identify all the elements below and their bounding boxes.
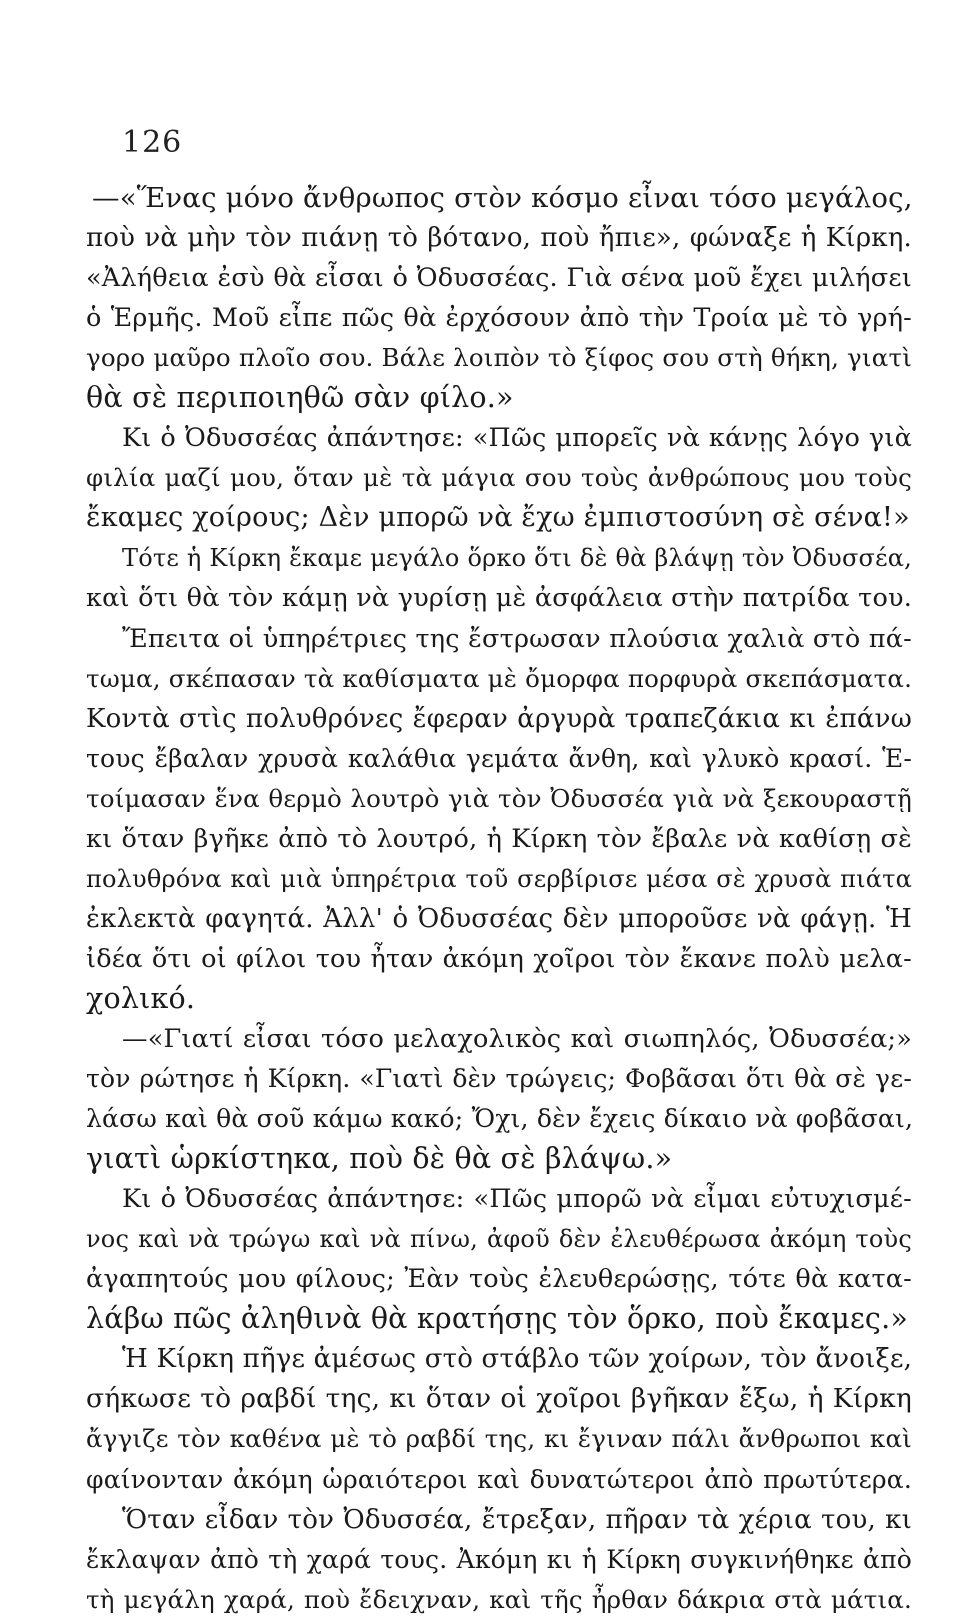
- text-line: τὴ μεγάλη χαρά, ποὺ ἔδειχναν, καὶ τῆς ἦρθαν δάκρια στὰ μάτια.: [86, 1584, 912, 1614]
- text-line: Κοντὰ στὶς πολυθρόνες ἔφεραν ἀργυρὰ τραπεζάκια κι ἐπάνω: [86, 703, 912, 734]
- text-line: χολικό.: [86, 981, 196, 1015]
- text-line: κι ὅταν βγῆκε ἀπὸ τὸ λουτρό, ἡ Κίρκη τὸν ἔβαλε νὰ καθίσῃ σὲ: [86, 823, 912, 854]
- body-text: [86, 178, 912, 1620]
- text-line: γορο μαῦρο πλοῖο σου. Βάλε λοιπὸν τὸ ξίφος σου στὴ θήκη, γιατὶ: [86, 343, 912, 373]
- text-line: Κι ὁ Ὀδυσσέας ἀπάντησε: «Πῶς μπορῶ νὰ εἶμαι εὐτυχισμέ-: [122, 1184, 912, 1215]
- text-line: τὸν ρώτησε ἡ Κίρκη. «Γιατὶ δὲν τρώγεις; Φοβᾶσαι ὅτι θὰ σὲ γε-: [86, 1064, 912, 1094]
- text-line: νος καὶ νὰ τρώγω καὶ νὰ πίνω, ἀφοῦ δὲν ἐλευθέρωσα ἀκόμη τοὺς: [86, 1225, 912, 1254]
- text-line: ἔκαμες χοίρους; Δὲν μπορῶ νὰ ἔχω ἐμπιστοσύνη σὲ σένα!»: [86, 502, 910, 534]
- page-number: 126: [122, 125, 183, 160]
- text-line: ἐκλεκτὰ φαγητά. Ἀλλ' ὁ Ὀδυσσέας δὲν μποροῦσε νὰ φάγῃ. Ἡ: [86, 903, 912, 934]
- text-line: ἔκλαψαν ἀπὸ τὴ χαρά τους. Ἀκόμη κι ἡ Κίρκη συγκινήθηκε ἀπὸ: [86, 1544, 912, 1574]
- text-line: πολυθρόνα καὶ μιὰ ὑπηρέτρια τοῦ σερβίρισε μέσα σὲ χρυσὰ πιάτα: [86, 864, 912, 893]
- text-line: ποὺ νὰ μὴν τὸν πιάνῃ τὸ βότανο, ποὺ ἤπιε», φώναξε ἡ Κίρκη.: [86, 223, 912, 254]
- text-line: Ὅταν εἶδαν τὸν Ὀδυσσέα, ἔτρεξαν, πῆραν τὰ χέρια του, κι: [122, 1504, 912, 1535]
- text-line: ἀγαπητούς μου φίλους; Ἐὰν τοὺς ἐλευθερώσῃς, τότε θὰ κατα-: [86, 1264, 912, 1295]
- text-line: φιλία μαζί μου, ὅταν μὲ τὰ μάγια σου τοὺς ἀνθρώπους μου τοὺς: [86, 463, 912, 493]
- text-line: σήκωσε τὸ ραβδί της, κι ὅταν οἱ χοῖροι βγῆκαν ἔξω, ἡ Κίρκη: [86, 1383, 912, 1415]
- text-line: Τότε ἡ Κίρκη ἔκαμε μεγάλο ὅρκο ὅτι δὲ θὰ βλάψῃ τὸν Ὀδυσσέα,: [122, 544, 912, 573]
- text-line: —«Γιατί εἶσαι τόσο μελαχολικὸς καὶ σιωπηλός, Ὀδυσσέα;»: [122, 1023, 912, 1054]
- text-line: Κι ὁ Ὀδυσσέας ἀπάντησε: «Πῶς μπορεῖς νὰ κάνῃς λόγο γιὰ: [122, 423, 912, 454]
- text-line: τωμα, σκέπασαν τὰ καθίσματα μὲ ὄμορφα πορφυρὰ σκεπάσματα.: [86, 663, 913, 693]
- text-line: «Ἀλήθεια ἐσὺ θὰ εἶσαι ὁ Ὀδυσσέας. Γιὰ σένα μοῦ ἔχει μιλήσει: [86, 263, 912, 294]
- text-line: θὰ σὲ περιποιηθῶ σὰν φίλο.»: [86, 381, 514, 415]
- text-line: —«Ἕνας μόνο ἄνθρωπος στὸν κόσμο εἶναι τόσο μεγάλος,: [92, 182, 913, 214]
- text-line: τοίμασαν ἕνα θερμὸ λουτρὸ γιὰ τὸν Ὀδυσσέα γιὰ νὰ ξεκουραστῇ: [86, 783, 912, 813]
- text-line: τους ἔβαλαν χρυσὰ καλάθια γεμάτα ἄνθη, καὶ γλυκὸ κρασί. Ἑ-: [86, 743, 912, 773]
- text-line: ὁ Ἑρμῆς. Μοῦ εἶπε πῶς θὰ ἐρχόσουν ἀπὸ τὴν Τροία μὲ τὸ γρή-: [86, 303, 912, 334]
- text-line: φαίνονταν ἀκόμη ὡραιότεροι καὶ δυνατώτεροι ἀπὸ πρωτύτερα.: [86, 1464, 912, 1494]
- text-line: καὶ ὅτι θὰ τὸν κάμῃ νὰ γυρίσῃ μὲ ἀσφάλεια στὴν πατρίδα του.: [86, 583, 912, 614]
- text-line: γιατὶ ὡρκίστηκα, ποὺ δὲ θὰ σὲ βλάψω.»: [86, 1142, 673, 1176]
- text-line: ἄγγιζε τὸν καθένα μὲ τὸ ραβδί της, κι ἔγιναν πάλι ἄνθρωποι καὶ: [86, 1424, 912, 1454]
- text-line: Ἔπειτα οἱ ὑπηρέτριες της ἔστρωσαν πλούσια χαλιὰ στὸ πά-: [122, 623, 912, 654]
- text-line: λάβω πῶς ἀληθινὰ θὰ κρατήσῃς τὸν ὅρκο, ποὺ ἔκαμες.»: [86, 1302, 908, 1336]
- text-line: λάσω καὶ θὰ σοῦ κάμω κακό; Ὄχι, δὲν ἔχεις δίκαιο νὰ φοβᾶσαι,: [86, 1104, 914, 1134]
- text-line: Ἡ Κίρκη πῆγε ἀμέσως στὸ στάβλο τῶν χοίρων, τὸν ἄνοιξε,: [122, 1344, 913, 1375]
- text-line: ἰδέα ὅτι οἱ φίλοι του ἦταν ἀκόμη χοῖροι τὸν ἔκανε πολὺ μελα-: [86, 943, 912, 974]
